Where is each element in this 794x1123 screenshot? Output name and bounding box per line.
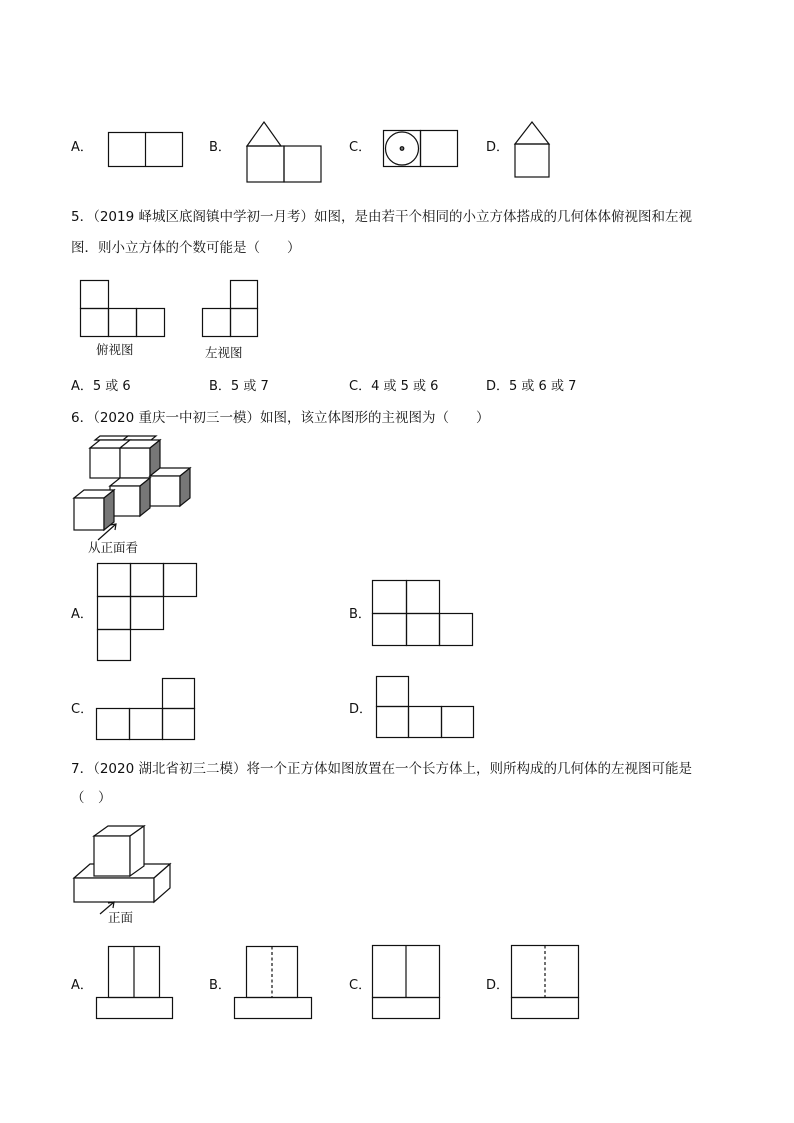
q7-option-b-figure <box>234 946 314 1022</box>
q7-source: （2020 湖北省初三二模） <box>93 761 247 777</box>
q6-option-d-label: D． <box>349 702 373 717</box>
q5-option-a: A．5 或 6 <box>71 379 131 394</box>
q6-option-c-label: C． <box>71 702 94 717</box>
q6-stem-text: 如图，该立体图形的主视图为（ ） <box>260 410 490 426</box>
q7-option-c-figure <box>372 945 442 1023</box>
q6-arrow-label: 从正面看 <box>88 540 139 555</box>
q5-stem-line1 <box>71 207 692 227</box>
q5-number: 5． <box>71 209 94 225</box>
q7-arrow-label: 正面 <box>108 910 134 925</box>
q7-solid-figure <box>70 824 174 916</box>
q6-option-a-figure <box>97 563 199 663</box>
q6-option-a-label: A． <box>71 607 93 622</box>
q5-stem-line2: 图．则小立方体的个数可能是（ ） <box>71 240 301 256</box>
q5-top-view-figure <box>80 280 168 338</box>
q7-option-a-figure <box>96 946 176 1022</box>
q7-option-a-label: A． <box>71 978 93 993</box>
q7-stem-line2: （ ） <box>71 790 112 806</box>
q4-option-b-figure <box>245 120 323 184</box>
q7-option-c-label: C． <box>349 978 372 993</box>
q6-stem <box>71 408 490 428</box>
q4-option-c-figure <box>383 130 459 168</box>
q5-left-view-caption: 左视图 <box>205 345 243 360</box>
q4-option-a-label: A． <box>71 140 93 155</box>
q7-option-d-label: D． <box>486 978 510 993</box>
q7-option-d-figure <box>511 945 581 1023</box>
q6-solid-figure <box>70 436 195 546</box>
q5-option-c: C．4 或 5 或 6 <box>349 379 439 394</box>
q5-top-view-caption: 俯视图 <box>96 342 134 357</box>
q7-option-b-label: B． <box>209 978 231 993</box>
q5-stem-text: 如图，是由若干个相同的小立方体搭成的几何体体俯视图和左视 <box>314 209 692 225</box>
q7-number: 7． <box>71 761 94 777</box>
q6-option-d-figure <box>376 676 476 740</box>
q5-option-b: B．5 或 7 <box>209 379 269 394</box>
q4-option-d-figure <box>513 120 555 180</box>
q7-stem-text: 将一个正方体如图放置在一个长方体上，则所构成的几何体的左视图可能是 <box>246 761 692 777</box>
q5-source: （2019 峄城区底阁镇中学初一月考） <box>93 209 314 225</box>
q4-option-a-figure <box>108 132 184 168</box>
q4-option-b-label: B． <box>209 140 231 155</box>
q6-source: （2020 重庆一中初三一模） <box>93 410 260 426</box>
q5-option-d: D．5 或 6 或 7 <box>486 379 577 394</box>
q6-number: 6． <box>71 410 94 426</box>
q6-option-b-figure <box>372 580 476 648</box>
q4-option-c-label: C． <box>349 140 372 155</box>
q6-option-c-figure <box>96 678 198 742</box>
q4-option-d-label: D． <box>486 140 510 155</box>
q5-left-view-figure <box>202 280 260 338</box>
q7-stem-line1 <box>71 759 692 779</box>
q6-option-b-label: B． <box>349 607 371 622</box>
